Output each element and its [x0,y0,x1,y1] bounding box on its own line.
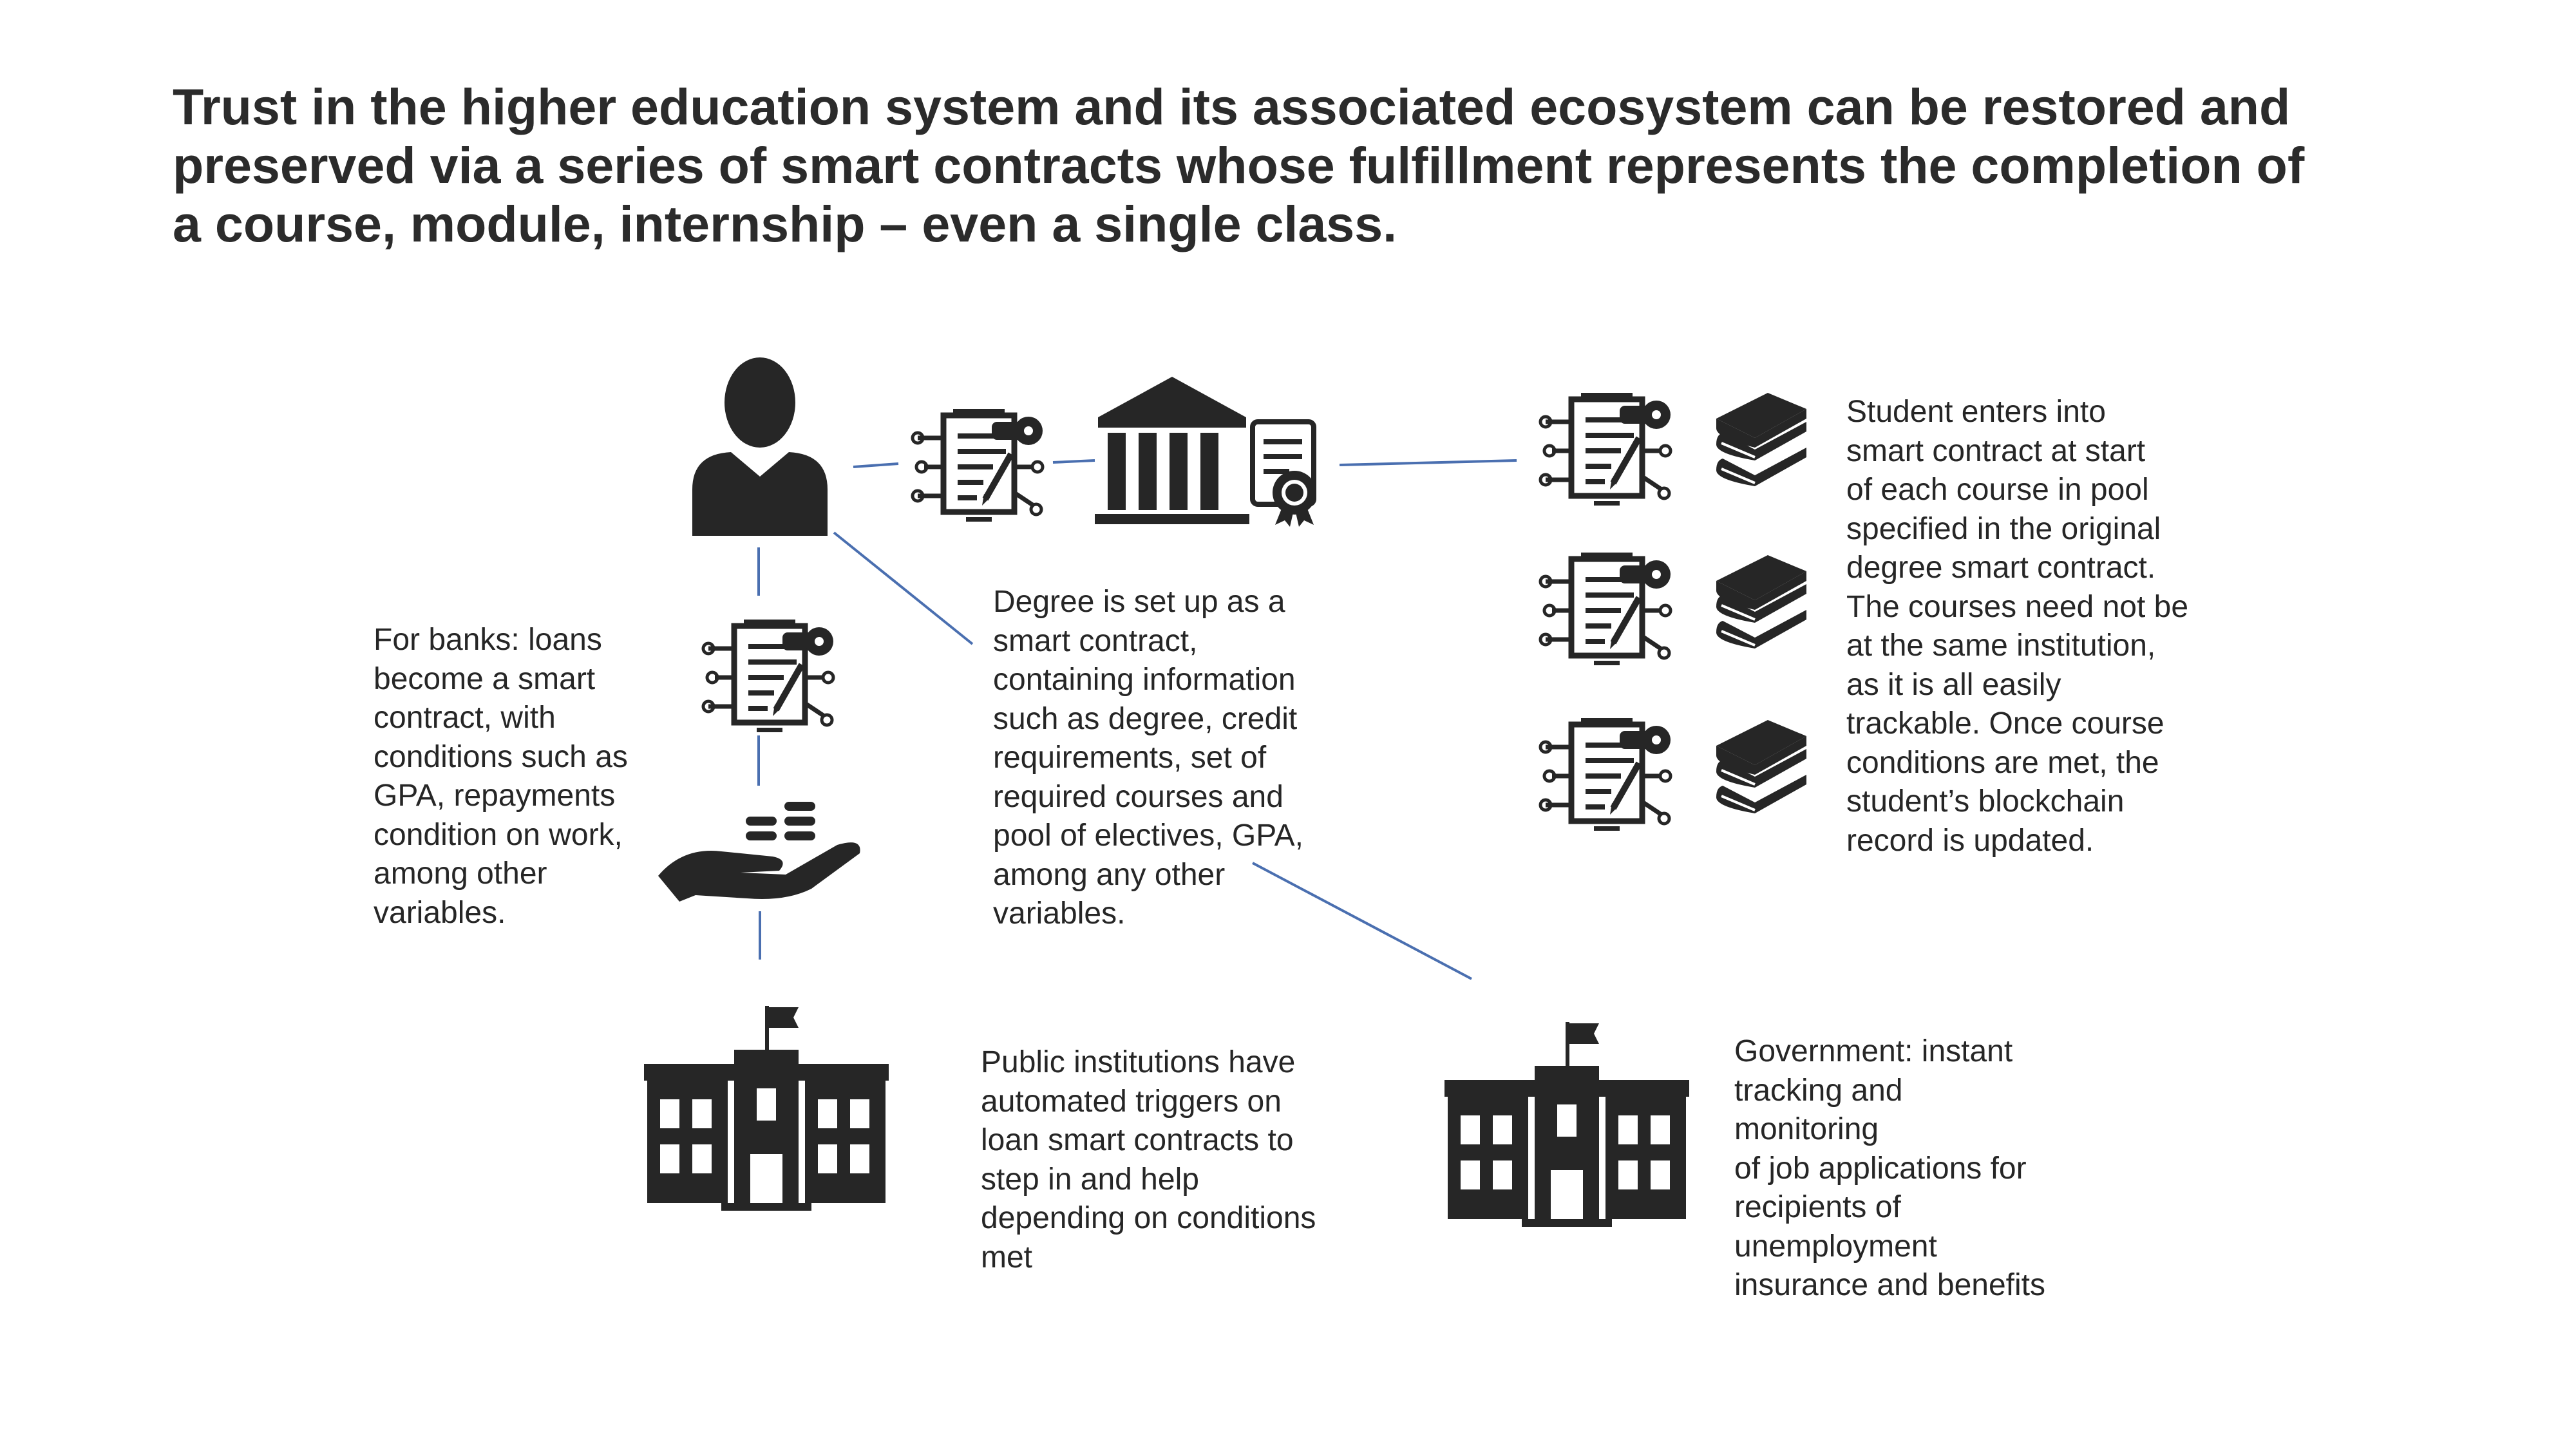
text-line: among other [374,857,547,891]
government-building-icon [644,1006,889,1211]
text-line: condition on work, [374,817,623,852]
government-building-icon [1444,1022,1689,1227]
text-line: as it is all easily [1846,667,2061,702]
smart-contract-icon [703,620,833,732]
text-line: For banks: loans [374,623,602,657]
text-line: smart contract at start [1846,433,2146,468]
text-line: automated triggers on [981,1084,1282,1119]
connector-line [1053,460,1095,462]
text-line: variables. [374,895,506,930]
text-line: GPA, repayments [374,779,616,813]
text-line: Public institutions have [981,1045,1296,1079]
text-line: tracking and [1734,1073,1903,1108]
student-description [1846,393,2188,860]
person-icon [692,357,828,536]
title-line: preserved via a series of smart contracts whose fulfillment represents the completion of [173,137,2305,194]
text-line: step in and help [981,1162,1199,1197]
text-line: degree smart contract. [1846,551,2156,585]
degree-description [993,583,1303,934]
connector-line [853,464,898,467]
books-icon [1716,720,1806,813]
text-line: met [981,1240,1033,1274]
text-line: smart contract, [993,623,1198,658]
government-description [1734,1032,2045,1305]
banks-description [374,621,628,933]
text-line: Degree is set up as a [993,585,1285,619]
text-line: The courses need not be [1846,589,2189,624]
text-line: conditions are met, the [1846,745,2159,780]
text-line: depending on conditions [981,1201,1316,1235]
smart-contract-icon [913,409,1043,522]
connector-line [834,533,972,644]
text-line: Government: instant [1734,1034,2013,1068]
text-line: unemployment [1734,1229,1937,1264]
hand-coins-icon [658,802,860,902]
title-line: a course, module, internship – even a single class. [173,195,1397,252]
text-line: of job applications for [1734,1151,2027,1186]
institution-icon [1095,377,1249,524]
text-line: record is updated. [1846,823,2094,858]
text-line: become a smart [374,661,596,696]
text-line: conditions such as [374,739,628,774]
text-line: trackable. Once course [1846,706,2164,741]
smart-contract-icon [1540,718,1671,831]
title-line: Trust in the higher education system and its associated ecosystem can be restored and [173,78,2291,135]
text-line: among any other [993,857,1226,892]
books-icon [1716,555,1806,649]
text-line: loan smart contracts to [981,1123,1294,1157]
text-line: monitoring [1734,1112,1879,1146]
text-line: containing information [993,663,1296,697]
text-line: such as degree, credit [993,701,1298,736]
text-line: Student enters into [1846,395,2106,429]
public-institutions-description [981,1043,1316,1277]
text-line: insurance and benefits [1734,1268,2045,1302]
certificate-icon [1253,422,1316,527]
text-line: specified in the original [1846,511,2161,546]
text-line: recipients of [1734,1190,1901,1224]
books-icon [1716,393,1806,486]
smart-contract-icon [1540,553,1671,665]
text-line: student’s blockchain [1846,784,2125,819]
text-line: pool of electives, GPA, [993,819,1304,853]
text-line: contract, with [374,701,556,735]
text-line: of each course in pool [1846,473,2149,507]
text-line: at the same institution, [1846,629,2156,663]
connector-line [1340,460,1517,465]
text-line: required courses and [993,779,1283,814]
text-line: requirements, set of [993,741,1267,775]
smart-contract-icon [1540,393,1671,506]
text-line: variables. [993,896,1126,931]
